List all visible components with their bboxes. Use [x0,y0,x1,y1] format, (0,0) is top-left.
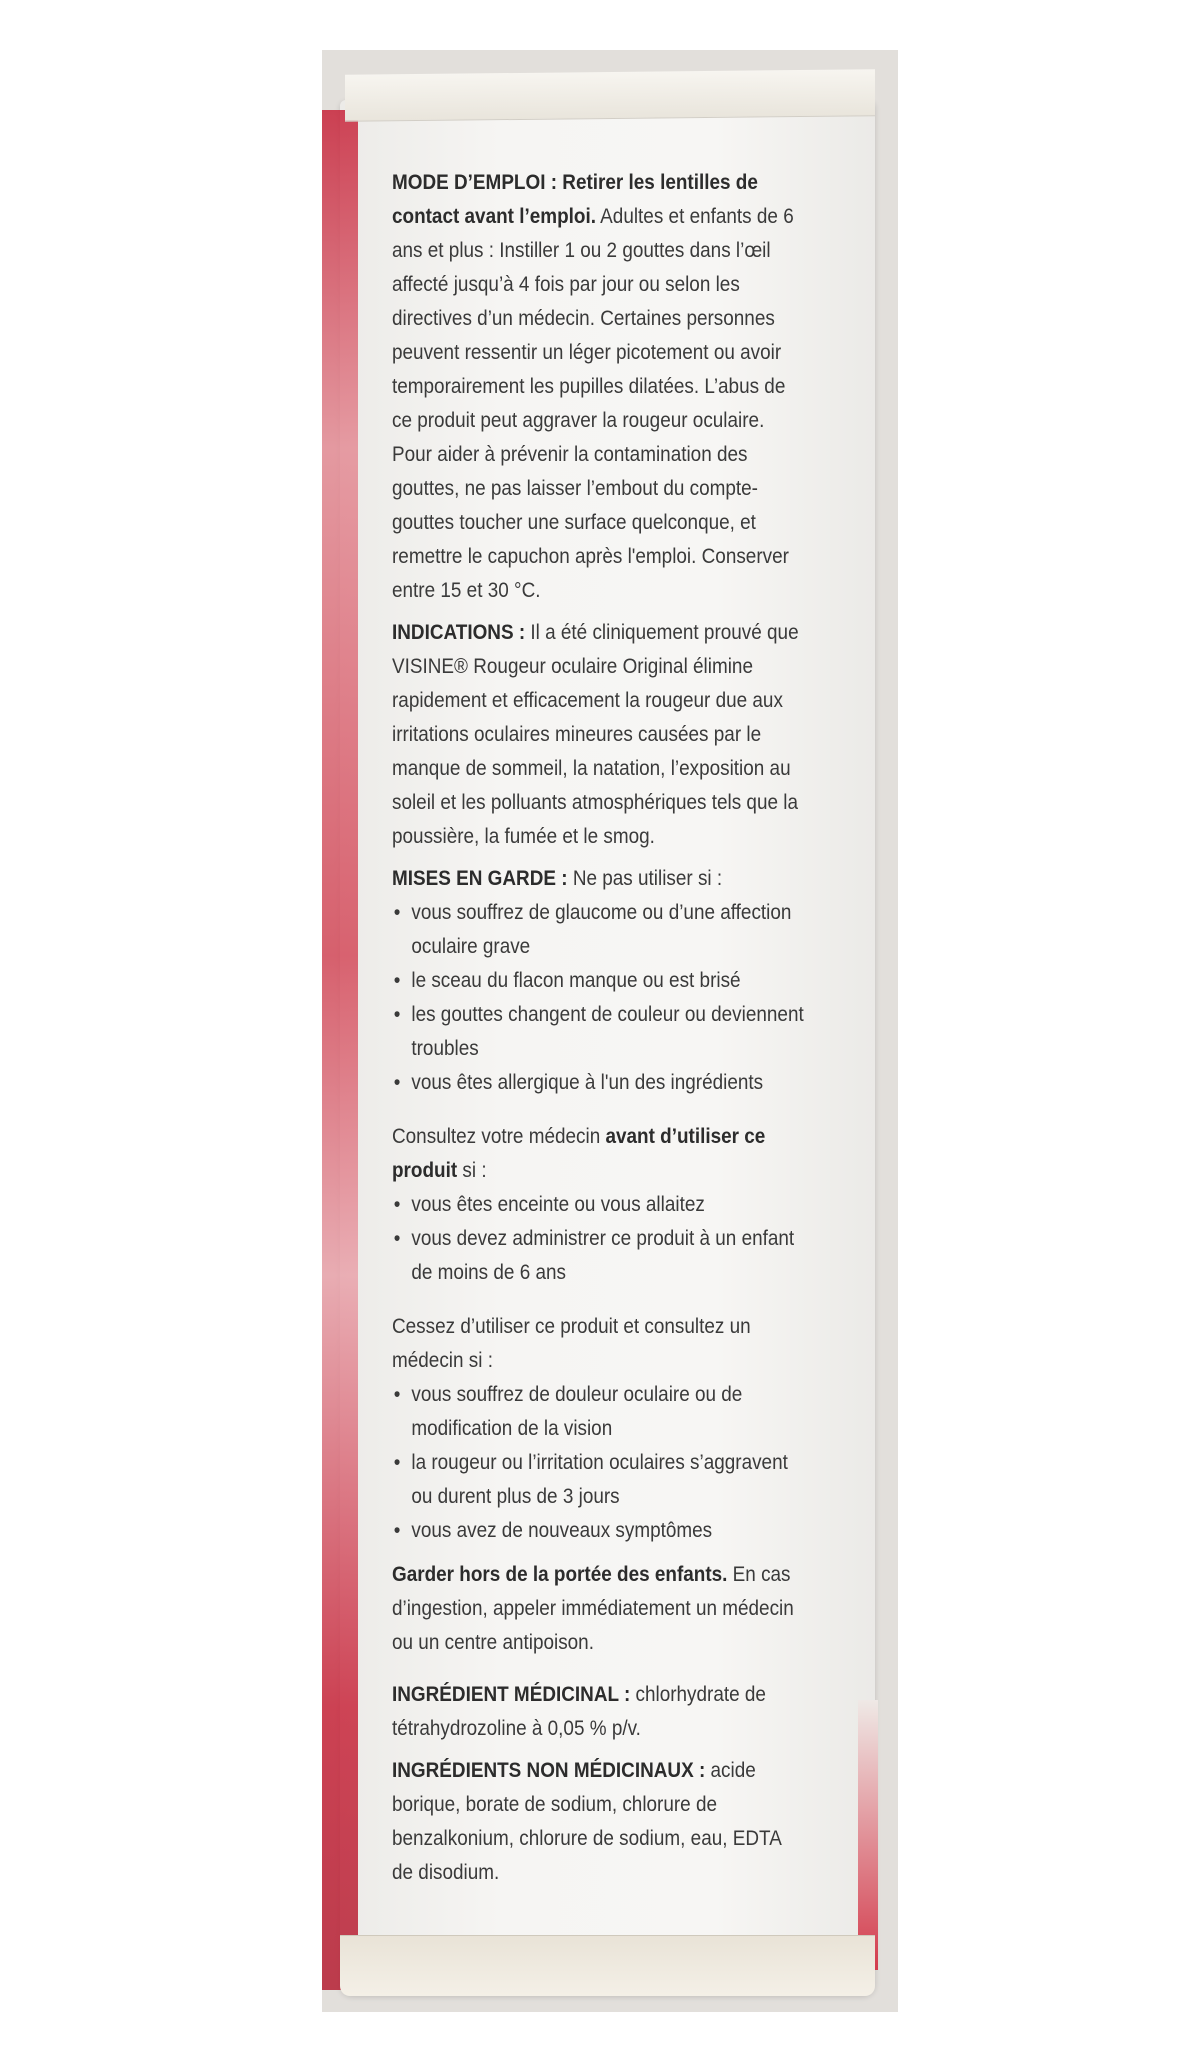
indications-section [392,615,806,853]
garder-body: En cas d’ingestion, appeler immédiatement un médecin ou un centre antipoison. [392,1562,794,1654]
list-item: • vous êtes enceinte ou vous allaitez [392,1187,806,1221]
cessez-list [392,1377,806,1547]
mises-en-garde-heading: MISES EN GARDE : [392,866,568,890]
label-text-panel [392,165,806,1897]
list-item: • le sceau du flacon manque ou est brisé [392,963,806,997]
list-item: • vous souffrez de glaucome ou d’une affection oculaire grave [392,895,806,963]
consultez-lead: Consultez votre médecin [392,1124,606,1148]
list-item: • la rougeur ou l’irritation oculaires s’aggravent ou durent plus de 3 jours [392,1445,806,1513]
ingredient-medicinal-heading: INGRÉDIENT MÉDICINAL : [392,1682,631,1706]
consultez-bold: avant d’utiliser ce produit [392,1124,766,1182]
cessez-section [392,1309,806,1377]
mode-emploi-heading: MODE D’EMPLOI : Retirer les lentilles de contact avant l’emploi. [392,170,758,228]
carton-top-flap [345,69,875,122]
ingredient-medicinal-body: chlorhydrate de tétrahydrozoline à 0,05 % p/v. [392,1682,766,1740]
list-item: • vous souffrez de douleur oculaire ou de modification de la vision [392,1377,806,1445]
ingredients-non-medicinaux-section [392,1753,806,1889]
garder-bold: Garder hors de la portée des enfants. [392,1562,728,1586]
list-item: • les gouttes changent de couleur ou deviennent troubles [392,997,806,1065]
mode-emploi-section [392,165,806,607]
mises-en-garde-intro: Ne pas utiliser si : [567,866,723,890]
garder-section [392,1557,806,1659]
indications-body: Il a été cliniquement prouvé que VISINE® Rougeur oculaire Original élimine rapidement et efficacement la rougeur due aux irritations oculaires mineures causées par le manque de sommeil, la natation, l’exposition au soleil et les polluants atmosphériques tels que la poussière, la fumée et le smog. [392,620,799,848]
consultez-tail: si : [457,1158,487,1182]
carton-front-edge [322,110,358,1990]
cessez-intro: Cessez d’utiliser ce produit et consultez un médecin si : [392,1314,751,1372]
mises-en-garde-list [392,895,806,1099]
carton-back-edge [858,1700,878,1970]
consultez-list [392,1187,806,1289]
ingredient-medicinal-section [392,1677,806,1745]
ingredients-non-medicinaux-body: acide borique, borate de sodium, chlorure de benzalkonium, chlorure de sodium, eau, EDTA de disodium. [392,1758,781,1884]
indications-heading: INDICATIONS : [392,620,526,644]
ingredients-non-medicinaux-heading: INGRÉDIENTS NON MÉDICINAUX : [392,1758,706,1782]
carton-bottom-flap [340,1935,875,1996]
list-item: • vous avez de nouveaux symptômes [392,1513,806,1547]
list-item: • vous devez administrer ce produit à un enfant de moins de 6 ans [392,1221,806,1289]
list-item: • vous êtes allergique à l'un des ingrédients [392,1065,806,1099]
consultez-section [392,1119,806,1187]
mode-emploi-body: Adultes et enfants de 6 ans et plus : Instiller 1 ou 2 gouttes dans l’œil affecté jusqu’à 4 fois par jour ou selon les directives d’un médecin. Certaines personnes peuvent ressentir un léger picotement ou avoir temporairement les pupilles dilatées. L’abus de ce produit peut aggraver la rougeur oculaire. Pour aider à prévenir la contamination des gouttes, ne pas laisser l’embout du compte-gouttes toucher une surface quelconque, et remettre le capuchon après l'emploi. Conserver entre 15 et 30 °C. [392,204,794,602]
mises-en-garde-section [392,861,806,895]
